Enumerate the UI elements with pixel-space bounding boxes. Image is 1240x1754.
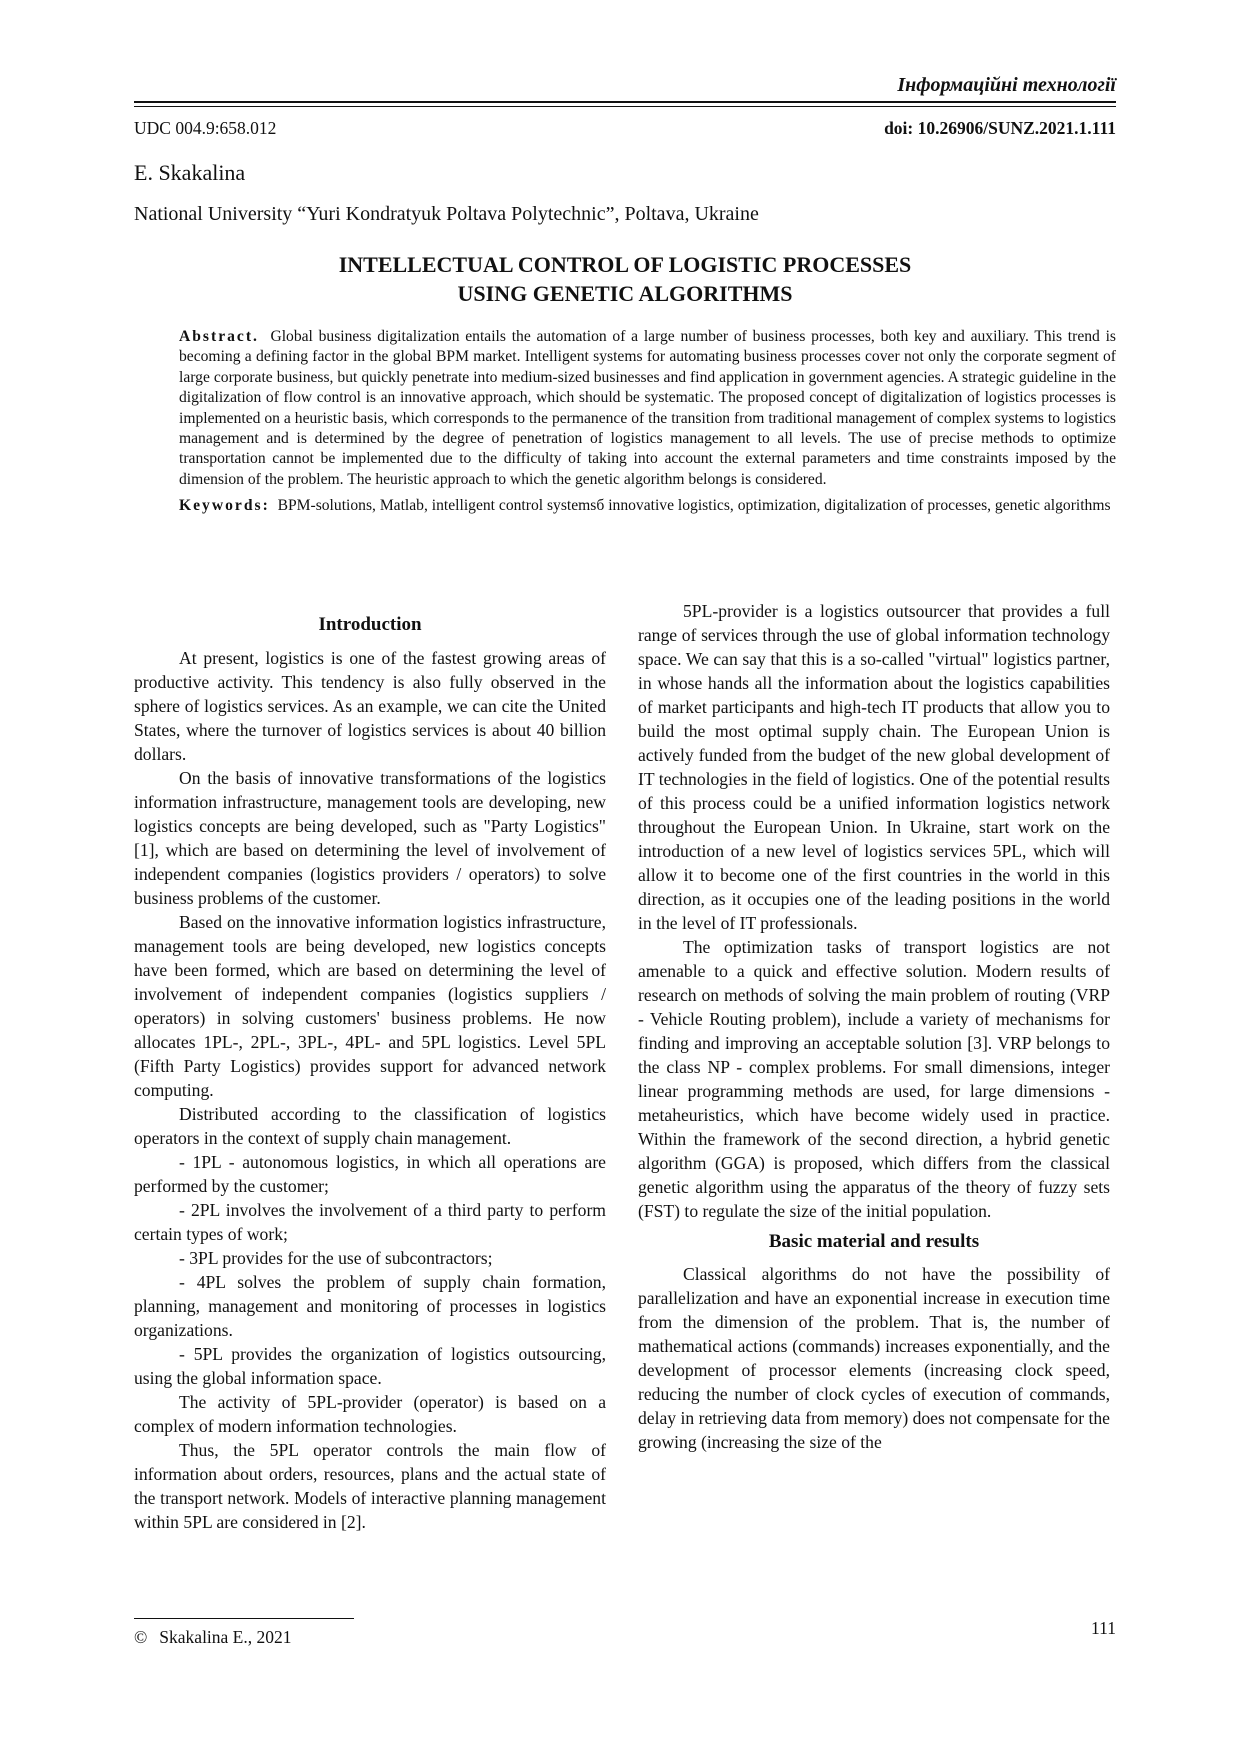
paragraph: The optimization tasks of transport logistics are not amenable to a quick and effective solution. Modern results of research on methods of solving the main problem of routing (VRP - Vehicle Routing problem), include a variety of mechanisms for finding and improving an acceptable solution [3]. VRP belongs to the class NP - complex problems. For small dimensions, integer linear programming methods are used, for large dimensions - metaheuristics, which have become widely used in practice. Within the framework of the second direction, a hybrid genetic algorithm (GGA) is proposed, which differs from the classical genetic algorithm using the apparatus of the theory of fuzzy sets (FST) to regulate the size of the initial population. xyxy=(638,937,1110,1221)
copyright-symbol: © xyxy=(134,1627,148,1647)
paragraph: On the basis of innovative transformations of the logistics information infrastructure, management tools are developing, new logistics concepts are being developed, such as "Party Logistics"[1], which are based on determining the level of involvement of independent companies (logistics providers / operators) to solve business problems of the customer. xyxy=(134,768,606,908)
paragraph: 5PL-provider is a logistics outsourcer that provides a full range of services through the use of global information technology space. We can say that this is a so-called "virtual" logistics partner, in whose hands all the information about the logistics capabilities of market participants and high-tech IT products that allow you to build the most optimal supply chain. The European Union is actively funded from the budget of the new global development of IT technologies in the field of logistics. One of the potential results of this process could be a unified information logistics network throughout the European Union. In Ukraine, start work on the introduction of a new level of logistics services 5PL, which will allow it to become one of the first countries in the world in this direction, as it occupies one of the leading positions in the world in the level of IT professionals. xyxy=(638,601,1110,933)
abstract-text: Global business digitalization entails the automation of a large number of business processes, both key and auxiliary. This trend is becoming a defining factor in the global BPM market. Intelligent systems for automating business processes cover not only the corporate segment of large corporate business, but quickly penetrate into medium-sized businesses and find application in government agencies. A strategic guideline in the digitalization of flow control is an innovative approach, which should be systematic. The proposed concept of digitalization of logistics processes is implemented on a heuristic basis, which corresponds to the permanence of the transition from traditional management of complex systems to logistics management and is determined by the degree of penetration of logistics management to all levels. The use of precise methods to optimize transportation cannot be implemented due to the difficulty of taking into account the external parameters and time constraints imposed by the dimension of the problem. The heuristic approach to which the genetic algorithm belongs is considered. xyxy=(179,328,1116,488)
keywords-text: BPM-solutions, Matlab, intelligent control systemsб innovative logistics, optimization, digitalization of processes, genetic algorithms xyxy=(277,497,1111,515)
title-line-2: USING GENETIC ALGORITHMS xyxy=(457,281,793,306)
paragraph: Thus, the 5PL operator controls the main flow of information about orders, resources, plans and the actual state of the transport network. Models of interactive planning management within 5PL are considered in [2]. xyxy=(134,1440,606,1532)
right-column xyxy=(638,599,1110,1454)
abstract-label: Abstract. xyxy=(179,328,259,345)
list-item: - 2PL involves the involvement of a third party to perform certain types of work; xyxy=(134,1200,606,1244)
keywords xyxy=(179,496,1116,516)
list-item: - 1PL - autonomous logistics, in which all operations are performed by the customer; xyxy=(134,1152,606,1196)
section-heading-introduction: Introduction xyxy=(318,614,422,635)
list-item: - 3PL provides for the use of subcontractors; xyxy=(179,1248,493,1268)
author-name: E. Skakalina xyxy=(134,160,246,185)
page-number: 111 xyxy=(1091,1618,1116,1638)
footer-rule xyxy=(134,1618,354,1619)
affiliation: National University “Yuri Kondratyuk Poltava Polytechnic”, Poltava, Ukraine xyxy=(134,203,759,225)
journal-name: Інформаційні технології xyxy=(897,74,1116,96)
header-rule-thick xyxy=(134,101,1116,103)
header-rule-thin xyxy=(134,106,1116,107)
udc-code: UDC 004.9:658.012 xyxy=(134,118,277,138)
paragraph: Classical algorithms do not have the possibility of parallelization and have an exponential increase in execution time from the dimension of the problem. That is, the number of mathematical actions (commands) increases exponentially, and the development of processor elements (increasing clock speed, reducing the number of clock cycles of execution of commands, delay in retrieving data from memory) does not compensate for the growing (increasing the size of the xyxy=(638,1264,1110,1452)
abstract-block xyxy=(179,327,1116,517)
paragraph: The activity of 5PL-provider (operator) is based on a complex of modern information technologies. xyxy=(134,1392,606,1436)
paragraph: Distributed according to the classification of logistics operators in the context of supply chain management. xyxy=(134,1104,606,1148)
paper-title xyxy=(134,250,1116,308)
copyright-text: Skakalina E., 2021 xyxy=(159,1627,292,1647)
list-item: - 5PL provides the organization of logistics outsourcing, using the global information space. xyxy=(134,1344,606,1388)
left-column xyxy=(134,602,606,1534)
section-heading-basic-material: Basic material and results xyxy=(768,1231,980,1252)
title-line-1: INTELLECTUAL CONTROL OF LOGISTIC PROCESSES xyxy=(338,252,912,277)
list-item: - 4PL solves the problem of supply chain formation, planning, management and monitoring of processes in logistics organizations. xyxy=(134,1272,606,1340)
paragraph: Based on the innovative information logistics infrastructure, management tools are being developed, new logistics concepts have been formed, which are based on determining the level of involvement of independent companies (logistics suppliers / operators) in solving customers' business problems. He now allocates 1PL-, 2PL-, 3PL-, 4PL- and 5PL logistics. Level 5PL (Fifth Party Logistics) provides support for advanced network computing. xyxy=(134,912,606,1100)
doi: doi: 10.26906/SUNZ.2021.1.111 xyxy=(884,118,1116,138)
abstract xyxy=(179,327,1116,490)
copyright-notice xyxy=(134,1627,292,1648)
paragraph: At present, logistics is one of the fastest growing areas of productive activity. This tendency is also fully observed in the sphere of logistics services. As an example, we can cite the United States, where the turnover of logistics services is about 40 billion dollars. xyxy=(134,648,606,764)
keywords-label: Keywords: xyxy=(179,497,270,515)
